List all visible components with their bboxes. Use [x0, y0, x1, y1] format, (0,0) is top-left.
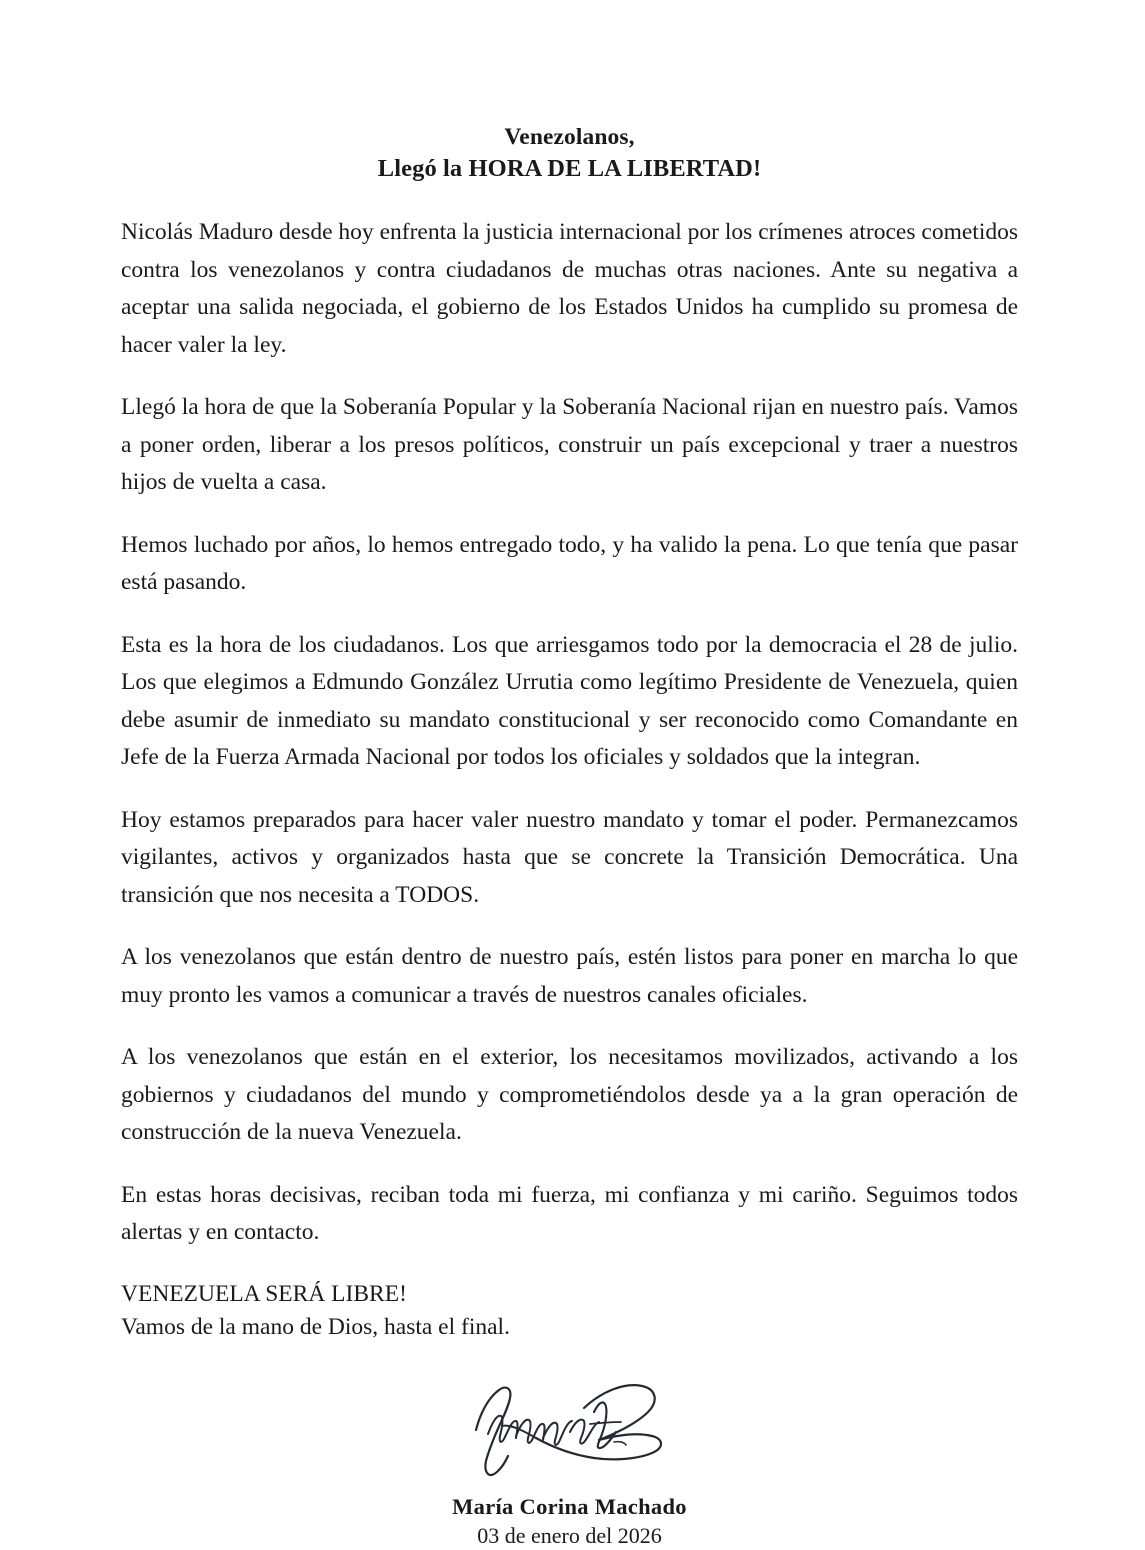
paragraph-6: A los venezolanos que están dentro de nuestro país, estén listos para poner en marcha lo que muy pronto les vamos a comunicar a través de nuestros canales oficiales.	[121, 944, 1018, 1008]
closing-declaration	[121, 1278, 1018, 1344]
paragraph-1: Nicolás Maduro desde hoy enfrenta la justicia internacional por los crímenes atroces cometidos contra los venezolanos y contra ciudadanos de muchas otras naciones. Ante su negativa a aceptar una salida negociada, el gobierno de los Estados Unidos ha cumplido su promesa de hacer valer la ley.	[121, 219, 1018, 358]
document-body	[121, 214, 1018, 1252]
paragraph-3: Hemos luchado por años, lo hemos entregado todo, y ha valido la pena. Lo que tenía que pasar está pasando.	[121, 531, 1018, 595]
document-content	[121, 0, 1018, 1550]
heading-line-2: Llegó la HORA DE LA LIBERTAD!	[377, 155, 762, 182]
paragraph-7: A los venezolanos que están en el exterior, los necesitamos movilizados, activando a los gobiernos y ciudadanos del mundo y comprometiéndolos desde ya a la gran operación de construcción de la nueva Venezuela.	[121, 1044, 1018, 1145]
document-heading	[121, 0, 1018, 184]
signature-area	[121, 1372, 1018, 1490]
paragraph-2: Llegó la hora de que la Soberanía Popular y la Soberanía Nacional rijan en nuestro país. Vamos a poner orden, liberar a los presos políticos, construir un país excepcional y traer a nuestros hijos de vuelta a casa.	[121, 394, 1018, 495]
closing-line-venezuela-sera-libre: VENEZUELA SERÁ LIBRE!	[121, 1280, 407, 1307]
handwritten-signature-icon	[466, 1368, 676, 1478]
closing-line-vamos-de-la-mano-de-dios: Vamos de la mano de Dios, hasta el final.	[121, 1313, 510, 1340]
signature-block	[121, 1492, 1018, 1550]
paragraph-8: En estas horas decisivas, reciban toda mi fuerza, mi confianza y mi cariño. Seguimos todos alertas y en contacto.	[121, 1181, 1018, 1245]
heading-line-1: Venezolanos,	[504, 124, 635, 150]
paragraph-5: Hoy estamos preparados para hacer valer nuestro mandato y tomar el poder. Permanezcamos vigilantes, activos y organizados hasta que se concrete la Transición Democrática. Una transición que nos necesita a TODOS.	[121, 806, 1018, 908]
signature-date: 03 de enero del 2026	[477, 1522, 662, 1548]
signatory-name: María Corina Machado	[452, 1493, 687, 1519]
paragraph-4: Esta es la hora de los ciudadanos. Los que arriesgamos todo por la democracia el 28 de julio. Los que elegimos a Edmundo González Urrutia como legítimo Presidente de Venezuela, quien debe asumir de inmediato su mandato constitucional y ser reconocido como Comandante en Jefe de la Fuerza Armada Nacional por todos los oficiales y soldados que la integran.	[121, 631, 1018, 770]
